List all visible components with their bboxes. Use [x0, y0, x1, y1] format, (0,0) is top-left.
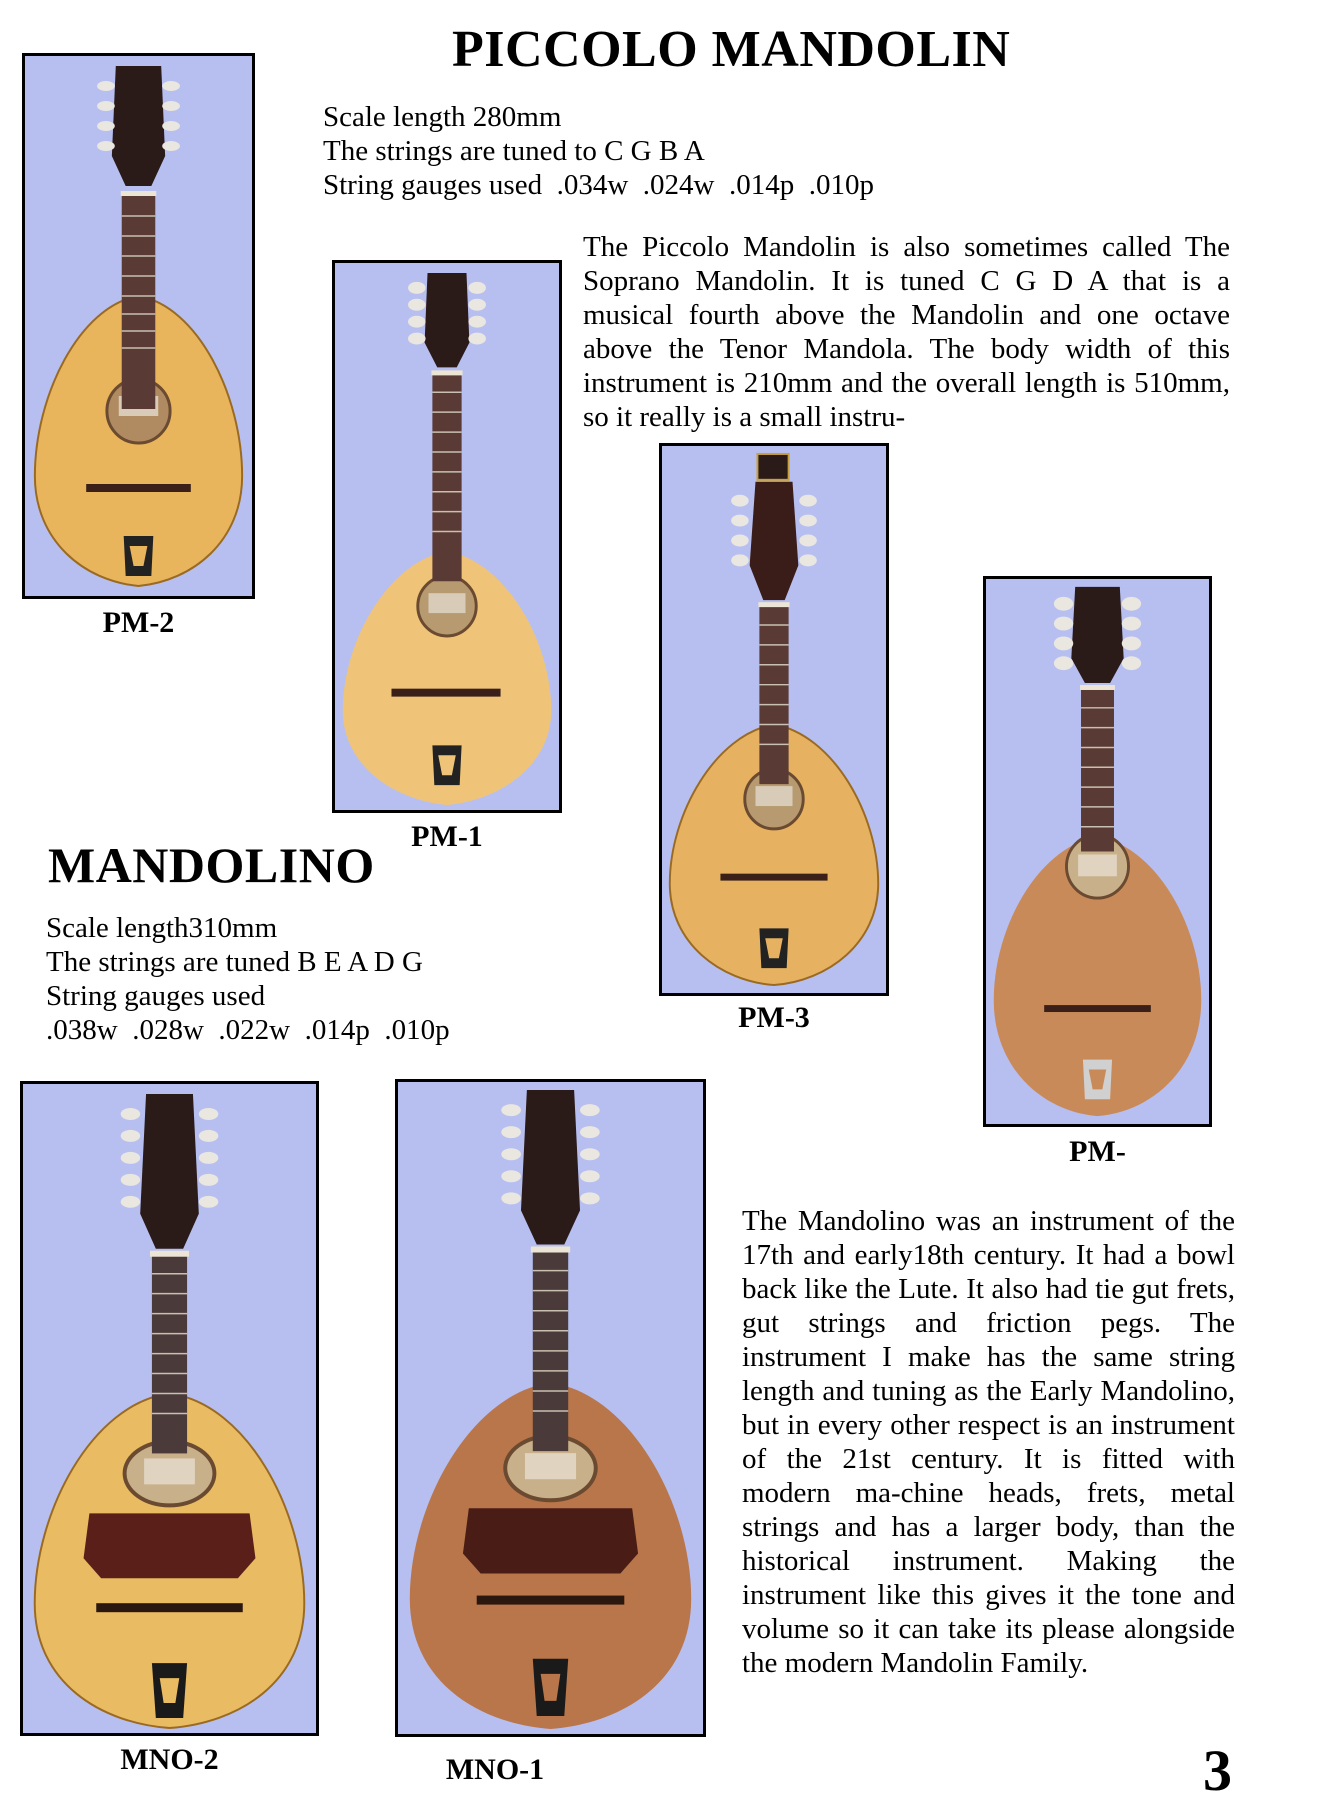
photo-mno2 — [20, 1081, 319, 1736]
mandolin-image-icon — [25, 56, 252, 596]
mandolino-description: The Mandolino was an instrument of the 17th and early18th century. It had a bowl back like the Lute. It also had tie gut frets, gut strings and friction pegs. The instrument I make has the same string length and tuning as the Early Mandolino, but in every other respect is an instrument of the 21st century. It is fitted with modern ma-chine heads, frets, metal strings and has a larger body, than the historical instrument. Making the instrument like this gives it the tone and volume so it can take its please alongside the modern Mandolin Family. — [742, 1205, 1235, 1679]
caption-mno2: MNO-2 — [120, 1743, 219, 1776]
photo-mno1 — [395, 1079, 706, 1737]
mandolin-image-icon — [23, 1084, 316, 1733]
mandolino-title: MANDOLINO — [48, 837, 375, 893]
photo-pm2 — [22, 53, 255, 599]
mandolino-gauges: .038w .028w .022w .014p .010p — [46, 1014, 450, 1046]
caption-pm3: PM-3 — [738, 1001, 810, 1034]
mandolino-tuning: The strings are tuned B E A D G — [46, 946, 423, 978]
mandolin-image-icon — [986, 579, 1209, 1124]
photo-pm4 — [983, 576, 1212, 1127]
caption-mno1: MNO-1 — [445, 1753, 545, 1786]
caption-pm1: PM-1 — [411, 820, 483, 853]
page-number: 3 — [1203, 1738, 1232, 1803]
mandolino-specs — [46, 911, 450, 1047]
mandolin-image-icon — [398, 1082, 703, 1734]
mandolino-gauges-label: String gauges used — [46, 980, 266, 1012]
photo-pm1 — [332, 260, 562, 813]
caption-pm4: PM- — [1069, 1135, 1126, 1168]
piccolo-description: The Piccolo Mandolin is also sometimes called The Soprano Mandolin. It is tuned C G D A that is a musical fourth above the Mandolin and one octave above the Tenor Mandola. The body width of this instrument is 210mm and the overall length is 510mm, so it really is a small instru- — [583, 231, 1230, 433]
piccolo-title: PICCOLO MANDOLIN — [452, 21, 1011, 78]
mandolino-scale-length: Scale length310mm — [46, 912, 278, 944]
photo-pm3 — [659, 443, 889, 996]
mandolin-image-icon — [662, 446, 886, 993]
piccolo-gauges: String gauges used .034w .024w .014p .010p — [323, 169, 874, 201]
caption-pm2: PM-2 — [102, 606, 175, 639]
piccolo-tuning: The strings are tuned to C G B A — [323, 135, 705, 167]
piccolo-scale-length: Scale length 280mm — [323, 101, 562, 133]
mandolin-image-icon — [335, 263, 559, 810]
piccolo-specs — [323, 100, 874, 202]
